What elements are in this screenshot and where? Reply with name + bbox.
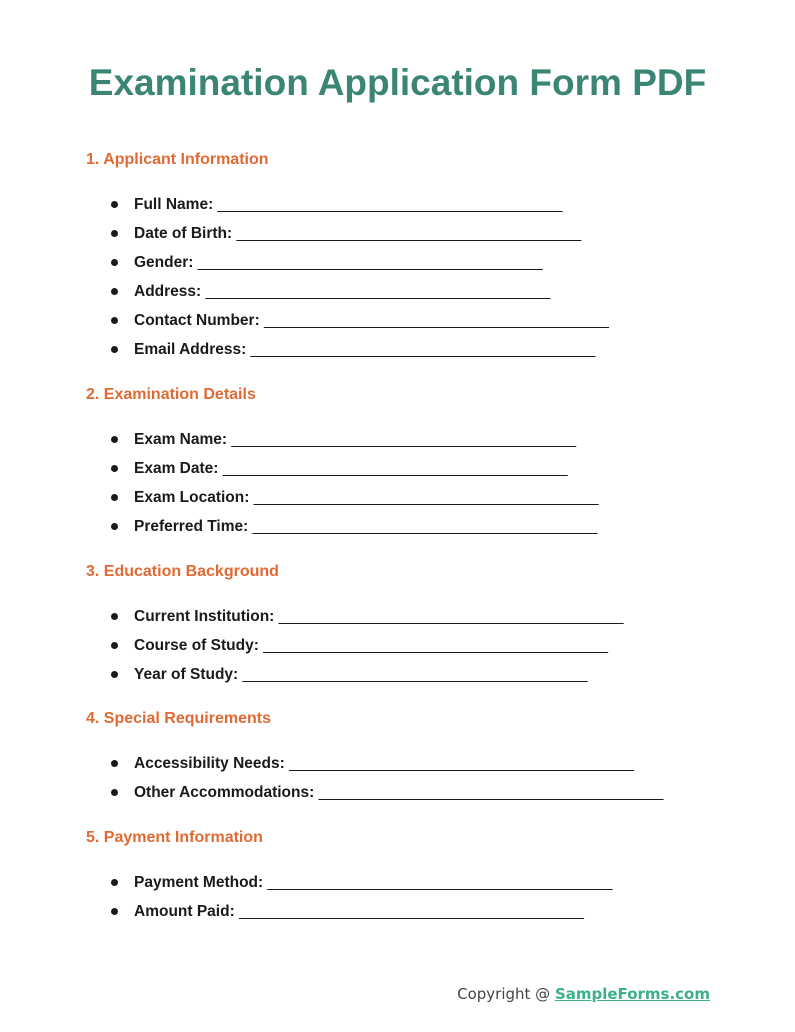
gender-field[interactable] — [86, 253, 766, 282]
bullet-icon — [111, 789, 118, 796]
fill-in-blank[interactable]: ________________________________________ — [205, 283, 551, 300]
field-list — [86, 873, 766, 931]
amount-paid-field[interactable] — [86, 902, 766, 931]
year-of-study-field[interactable] — [86, 665, 766, 694]
bullet-icon — [111, 494, 118, 501]
bullet-icon — [111, 671, 118, 678]
contact-number-field[interactable] — [86, 311, 766, 340]
section-heading: 1. Applicant Information — [86, 151, 269, 168]
field-label: Address: — [134, 283, 202, 300]
bullet-icon — [111, 465, 118, 472]
payment-method-field[interactable] — [86, 873, 766, 902]
copyright-footer — [457, 985, 710, 1003]
field-label: Date of Birth: — [134, 225, 233, 242]
fill-in-blank[interactable]: ________________________________________ — [252, 518, 598, 535]
field-label: Preferred Time: — [134, 518, 249, 535]
field-label: Course of Study: — [134, 637, 259, 654]
bullet-icon — [111, 879, 118, 886]
section-examination-details — [86, 385, 766, 546]
section-special-requirements — [86, 709, 766, 812]
field-list — [86, 754, 766, 812]
bullet-icon — [111, 642, 118, 649]
fill-in-blank[interactable]: ________________________________________ — [263, 637, 609, 654]
field-label: Gender: — [134, 254, 194, 271]
section-payment-information — [86, 828, 766, 931]
email-address-field[interactable] — [86, 340, 766, 369]
section-heading: 2. Examination Details — [86, 386, 256, 403]
fill-in-blank[interactable]: ________________________________________ — [253, 489, 599, 506]
bullet-icon — [111, 613, 118, 620]
field-label: Full Name: — [134, 196, 214, 213]
bullet-icon — [111, 346, 118, 353]
fill-in-blank[interactable]: ________________________________________ — [250, 341, 596, 358]
bullet-icon — [111, 230, 118, 237]
accessibility-needs-field[interactable] — [86, 754, 766, 783]
date-of-birth-field[interactable] — [86, 224, 766, 253]
fill-in-blank[interactable]: ________________________________________ — [318, 784, 664, 801]
copyright-text: Copyright @ — [457, 985, 555, 1003]
field-label: Accessibility Needs: — [134, 755, 285, 772]
bullet-icon — [111, 760, 118, 767]
fill-in-blank[interactable]: ________________________________________ — [231, 431, 577, 448]
bullet-icon — [111, 317, 118, 324]
fill-in-blank[interactable]: ________________________________________ — [239, 903, 584, 920]
section-heading: 3. Education Background — [86, 563, 279, 580]
field-list — [86, 430, 766, 546]
field-label: Year of Study: — [134, 666, 239, 683]
bullet-icon — [111, 908, 118, 915]
section-heading: 5. Payment Information — [86, 829, 263, 846]
section-applicant-information — [86, 150, 766, 369]
other-accommodations-field[interactable] — [86, 783, 766, 812]
bullet-icon — [111, 259, 118, 266]
fill-in-blank[interactable]: ________________________________________ — [236, 225, 582, 242]
field-list — [86, 607, 766, 694]
field-label: Other Accommodations: — [134, 784, 315, 801]
exam-name-field[interactable] — [86, 430, 766, 459]
fill-in-blank[interactable]: ________________________________________ — [242, 666, 588, 683]
field-label: Email Address: — [134, 341, 247, 358]
field-list — [86, 195, 766, 369]
sampleforms-link[interactable]: SampleForms.com — [554, 985, 710, 1003]
field-label: Amount Paid: — [134, 903, 235, 920]
bullet-icon — [111, 436, 118, 443]
fill-in-blank[interactable]: ________________________________________ — [217, 196, 563, 213]
section-heading: 4. Special Requirements — [86, 710, 271, 727]
field-label: Exam Name: — [134, 431, 228, 448]
full-name-field[interactable] — [86, 195, 766, 224]
exam-date-field[interactable] — [86, 459, 766, 488]
bullet-icon — [111, 288, 118, 295]
field-label: Current Institution: — [134, 608, 275, 625]
fill-in-blank[interactable]: ________________________________________ — [289, 755, 634, 772]
fill-in-blank[interactable]: ________________________________________ — [278, 608, 624, 625]
bullet-icon — [111, 201, 118, 208]
field-label: Contact Number: — [134, 312, 260, 329]
fill-in-blank[interactable]: ________________________________________ — [264, 312, 609, 329]
fill-in-blank[interactable]: ________________________________________ — [267, 874, 613, 891]
page-title: Examination Application Form PDF — [88, 62, 707, 103]
bullet-icon — [111, 523, 118, 530]
field-label: Exam Date: — [134, 460, 219, 477]
exam-location-field[interactable] — [86, 488, 766, 517]
field-label: Exam Location: — [134, 489, 250, 506]
preferred-time-field[interactable] — [86, 517, 766, 546]
fill-in-blank[interactable]: ________________________________________ — [222, 460, 568, 477]
current-institution-field[interactable] — [86, 607, 766, 636]
fill-in-blank[interactable]: ________________________________________ — [197, 254, 543, 271]
field-label: Payment Method: — [134, 874, 264, 891]
address-field[interactable] — [86, 282, 766, 311]
section-education-background — [86, 562, 766, 694]
course-of-study-field[interactable] — [86, 636, 766, 665]
